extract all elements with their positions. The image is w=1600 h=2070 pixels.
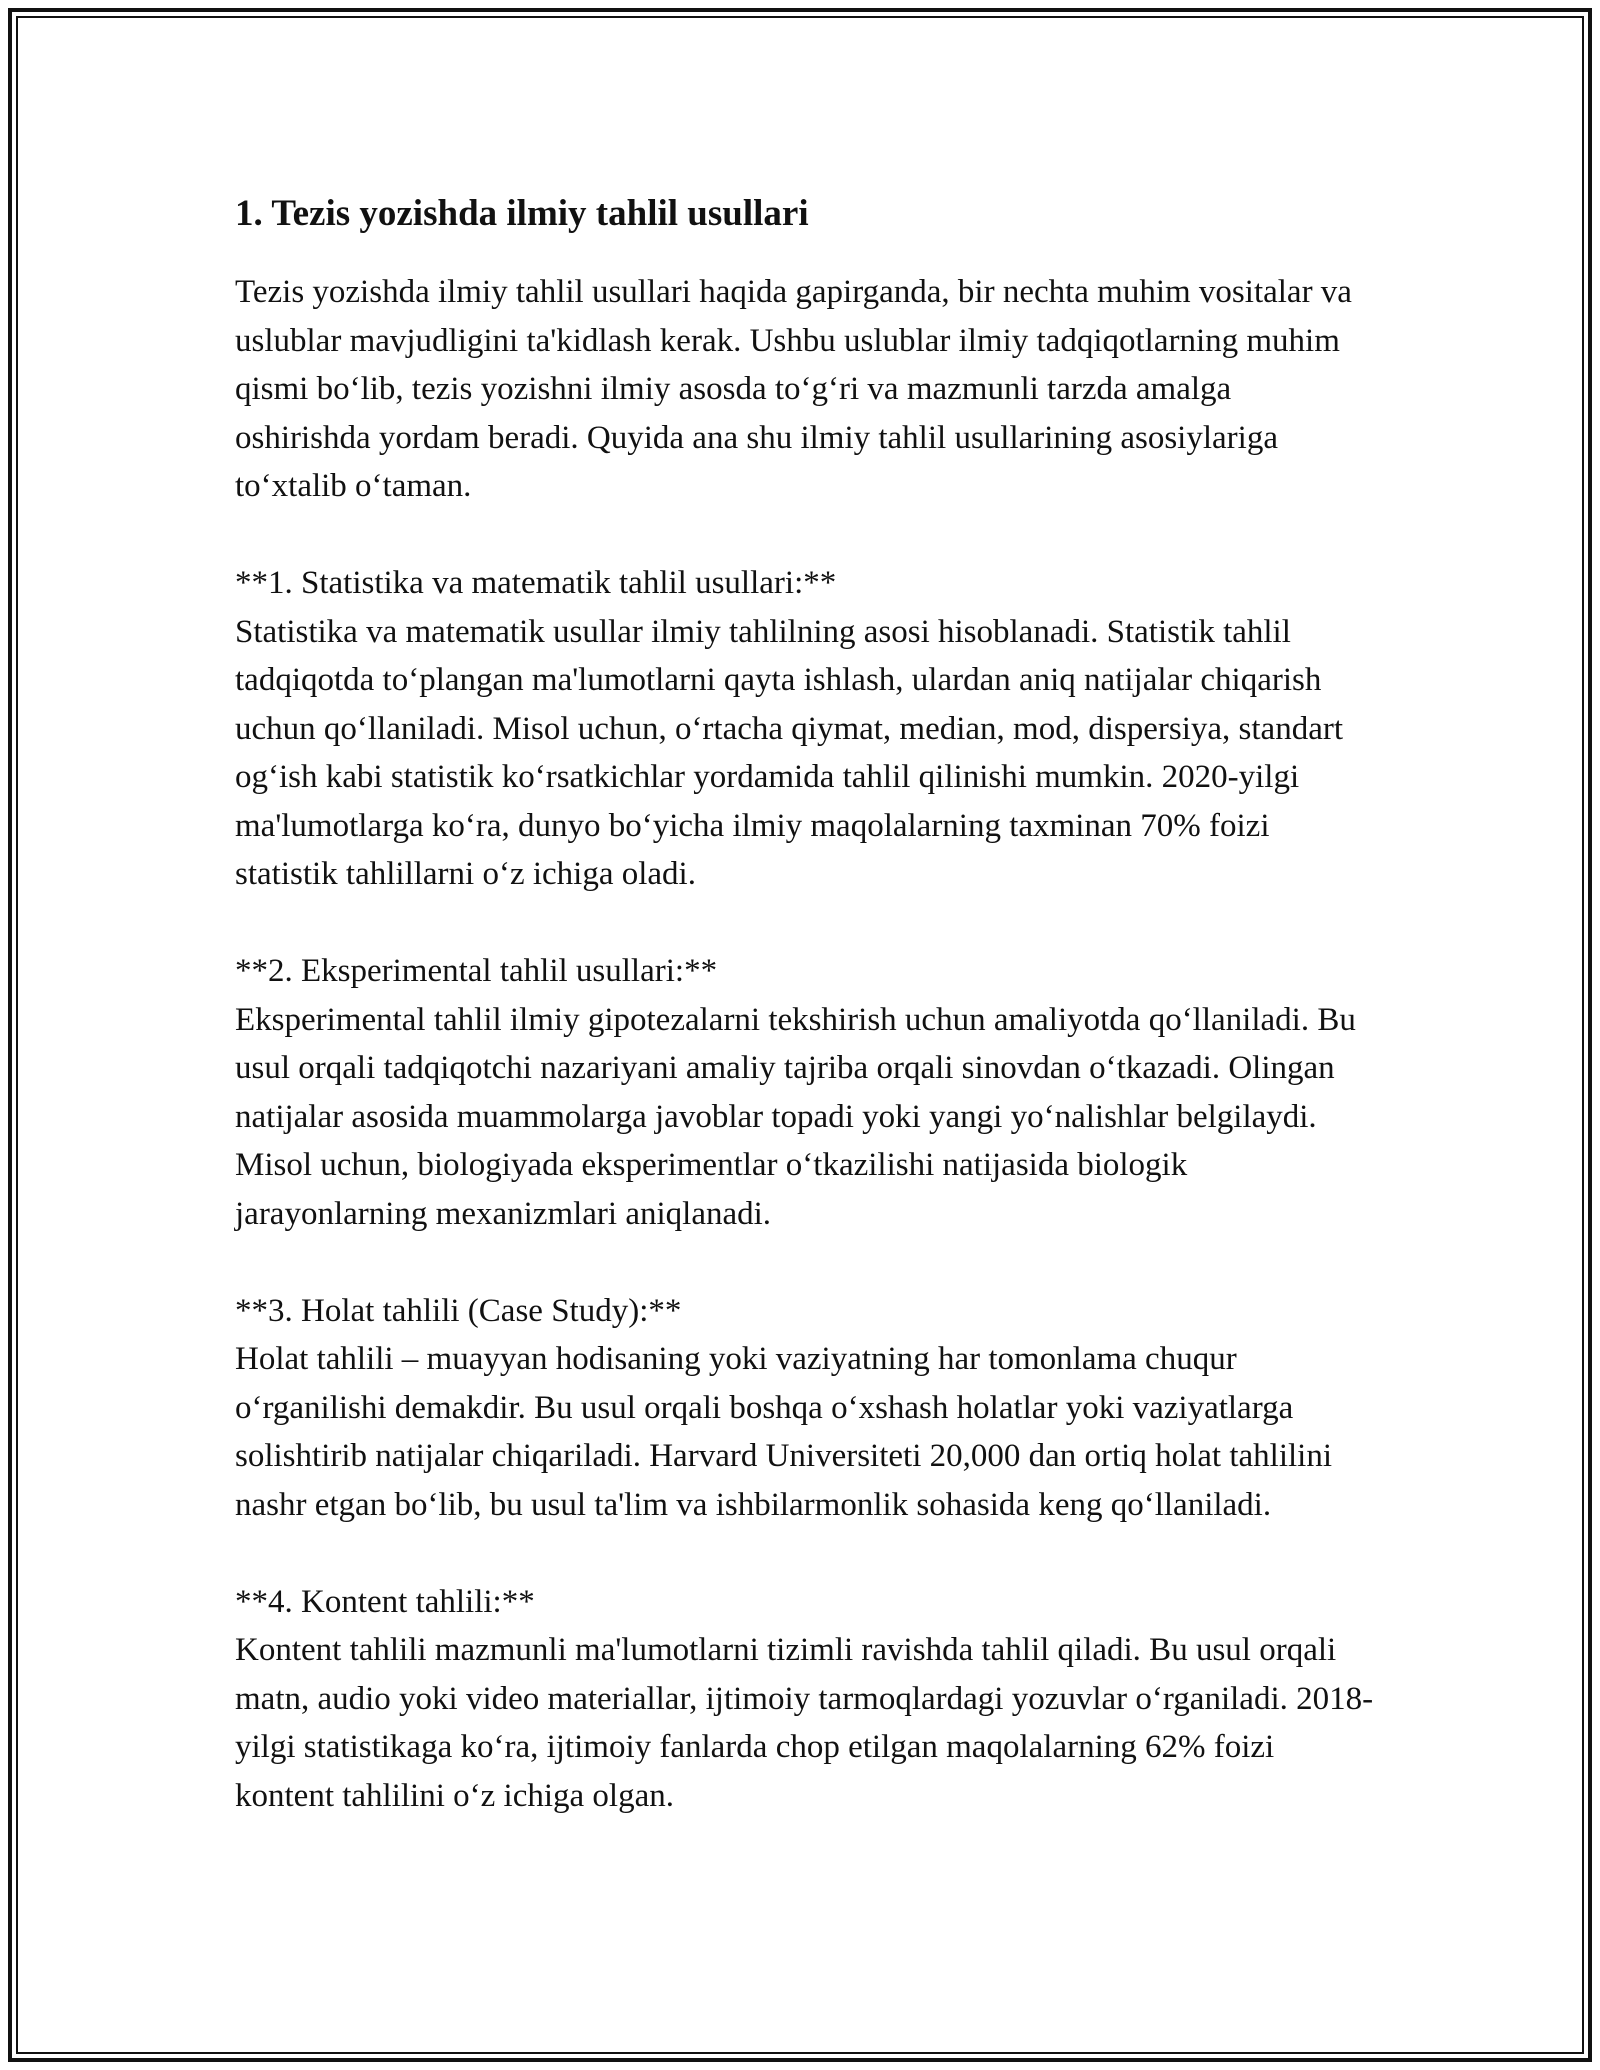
section-heading: **1. Statistika va matematik tahlil usullari:** [235,565,837,601]
section-body: Holat tahlili – muayyan hodisaning yoki vaziyatning har tomonlama chuqur o‘rganilishi demakdir. Bu usul orqali boshqa o‘xshash holatlar yoki vaziyatlarga solishtirib natijalar chiqariladi. Harvard Universiteti 20,000 dan ortiq holat tahlilini nashr etgan bo‘lib, bu usul ta'lim va ishbilarmonlik sohasida keng qo‘llaniladi. [235,1341,1332,1523]
section-heading: **3. Holat tahlili (Case Study):** [235,1292,682,1329]
section-body: Eksperimental tahlil ilmiy gipotezalarni tekshirish uchun amaliyotda qo‘llaniladi. Bu usul orqali tadqiqotchi nazariyani amaliy tajriba orqali sinovdan o‘tkazadi. Olingan natijalar asosida muammolarga javoblar topadi yoki yangi yo‘nalishlar belgilaydi. Misol uchun, biologiyada eksperimentlar o‘tkazilishi natijasida biologik jarayonlarning mexanizmlari aniqlanadi. [235,1001,1356,1232]
section-heading: **2. Eksperimental tahlil usullari:** [235,953,718,989]
section-body: Kontent tahlili mazmunli ma'lumotlarni tizimli ravishda tahlil qiladi. Bu usul orqali matn, audio yoki video materiallar, ijtimoiy tarmoqlardagi yozuvlar o‘rganiladi. 2018-yilgi statistikaga ko‘ra, ijtimoiy fanlarda chop etilgan maqolalarning 62% foizi kontent tahlilini o‘z ichiga olgan. [235,1632,1374,1814]
section-case-study [235,1287,1375,1530]
document-title: 1. Tezis yozishda ilmiy tahlil usullari [235,193,809,234]
section-experimental-analysis [235,947,1375,1238]
document-body [235,186,1375,1820]
section-content-analysis [235,1578,1375,1821]
section-statistical-analysis [235,559,1375,899]
section-heading: **4. Kontent tahlili:** [235,1583,535,1620]
section-body: Statistika va matematik usullar ilmiy tahlilning asosi hisoblanadi. Statistik tahlil tadqiqotda to‘plangan ma'lumotlarni qayta ishlash, ulardan aniq natijalar chiqarish uchun qo‘llaniladi. Misol uchun, o‘rtacha qiymat, median, mod, dispersiya, standart og‘ish kabi statistik ko‘rsatkichlar yordamida tahlil qilinishi mumkin. 2020-yilgi ma'lumotlarga ko‘ra, dunyo bo‘yicha ilmiy maqolalarning taxminan 70% foizi statistik tahlillarni o‘z ichiga oladi. [235,613,1343,892]
intro-paragraph: Tezis yozishda ilmiy tahlil usullari haqida gapirganda, bir nechta muhim vositalar va uslublar mavjudligini ta'kidlash kerak. Ushbu uslublar ilmiy tadqiqotlarning muhim qismi bo‘lib, tezis yozishni ilmiy asosda to‘g‘ri va mazmunli tarzda amalga oshirishda yordam beradi. Quyida ana shu ilmiy tahlil usullarining asosiylariga to‘xtalib o‘taman. [235,274,1352,504]
